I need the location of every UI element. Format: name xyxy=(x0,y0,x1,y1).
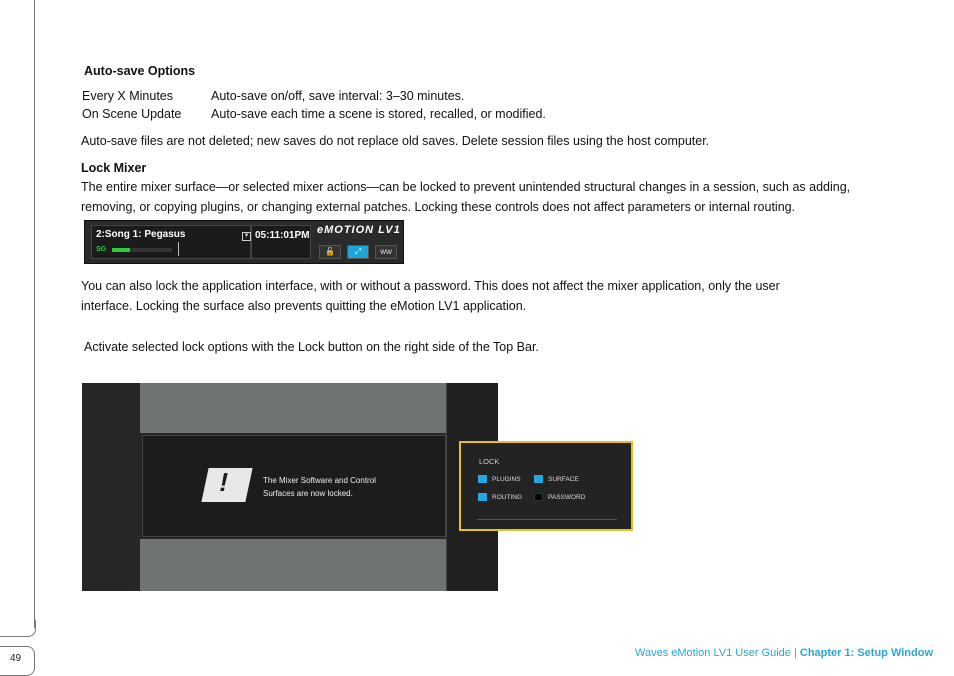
lock-mixer-para-1b: removing, or copying plugins, or changing external patches. Locking these controls does not affect parameters or internal routing. xyxy=(81,200,796,214)
exclamation-icon xyxy=(201,468,252,502)
meter-fill xyxy=(112,248,130,252)
routing-checkbox[interactable] xyxy=(478,493,487,501)
emotion-logo: eMOTION LV1 xyxy=(317,224,401,236)
autosave-heading: Auto-save Options xyxy=(84,64,196,78)
lock-message-line-2: Surfaces are now locked. xyxy=(263,489,353,498)
lock-message-panel xyxy=(142,435,446,537)
footer-guide: Waves eMotion LV1 User Guide | xyxy=(635,647,800,659)
song-display xyxy=(91,225,251,259)
autosave-term-1: Every X Minutes xyxy=(82,89,174,103)
footer-chapter: Chapter 1: Setup Window xyxy=(799,647,933,659)
meter-bar xyxy=(112,248,172,252)
lock-mixer-para-2b: interface. Locking the surface also prevents quitting the eMotion LV1 application. xyxy=(81,299,527,313)
panel-bottom xyxy=(140,539,446,591)
sg-label: SG xyxy=(96,246,107,253)
autosave-term-2: On Scene Update xyxy=(82,107,182,121)
surface-checkbox[interactable] xyxy=(534,475,543,483)
autosave-note: Auto-save files are not deleted; new saves do not replace old saves. Delete session files using the host computer. xyxy=(81,134,710,148)
page-number: 49 xyxy=(10,653,22,664)
popup-divider xyxy=(477,519,617,520)
autosave-desc-1: Auto-save on/off, save interval: 3–30 minutes. xyxy=(211,89,465,103)
password-checkbox[interactable] xyxy=(534,493,543,501)
lock-mixer-para-1a: The entire mixer surface—or selected mixer actions—can be locked to prevent unintended structural changes in a session, such as adding, xyxy=(81,180,851,194)
lock-message-line-1: The Mixer Software and Control xyxy=(263,476,376,485)
exclamation-mark: ! xyxy=(216,467,232,497)
lock-mixer-para-2a: You can also lock the application interface, with or without a password. This does not affect the mixer application, only the user xyxy=(81,279,780,293)
lock-options-popup xyxy=(459,441,633,531)
waves-button[interactable]: ᴡᴡ xyxy=(375,245,397,259)
time-label: 05:11:01PM xyxy=(255,230,310,241)
song-cursor xyxy=(178,242,179,256)
topbar-screenshot xyxy=(84,220,404,264)
plugins-checkbox[interactable] xyxy=(478,475,487,483)
page-footer xyxy=(635,647,933,659)
routing-label: ROUTING xyxy=(492,494,522,501)
lock-mixer-para-3: Activate selected lock options with the Lock button on the right side of the Top Bar. xyxy=(84,340,539,354)
expand-button[interactable]: ⤢ xyxy=(347,245,369,259)
song-label: 2:Song 1: Pegasus xyxy=(96,229,186,240)
lock-button[interactable]: 🔓 xyxy=(319,245,341,259)
autosave-desc-2: Auto-save each time a scene is stored, recalled, or modified. xyxy=(211,107,546,121)
lock-mixer-heading: Lock Mixer xyxy=(81,161,147,175)
lock-message xyxy=(263,474,376,500)
password-label: PASSWORD xyxy=(548,494,586,501)
margin-curve xyxy=(0,620,36,637)
lock-options-title: LOCK xyxy=(479,457,500,466)
song-dropdown-icon[interactable]: ▼ xyxy=(243,233,250,239)
surface-label: SURFACE xyxy=(548,476,579,483)
margin-line xyxy=(34,0,35,628)
plugins-label: PLUGINS xyxy=(492,476,521,483)
time-display xyxy=(251,225,311,259)
lockscreen-screenshot xyxy=(82,383,498,591)
panel-top xyxy=(140,383,446,433)
